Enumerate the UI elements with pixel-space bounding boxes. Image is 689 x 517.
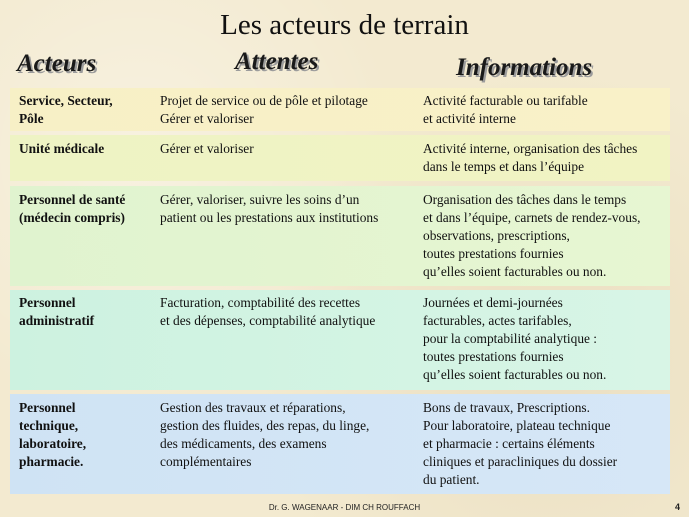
row-actor-cell: Personnel de santé (médecin compris) [19,192,126,225]
row-expectations-cell: Gestion des travaux et réparations, gestion des fluides, des repas, du linge, des médicaments, des examens complémentaires [160,400,370,469]
slide-title: Les acteurs de terrain [220,9,469,41]
row-actor-cell: Service, Secteur, Pôle [19,93,113,126]
row-information-cell: Bons de travaux, Prescriptions. Pour laboratoire, plateau technique et pharmacie : certains éléments cliniques et paracliniques du dossier du patient. [423,400,618,487]
row-expectations-cell: Gérer, valoriser, suivre les soins d’un patient ou les prestations aux institutions [160,192,379,225]
row-information-cell: Journées et demi-journées facturables, actes tarifables, pour la comptabilité analytique : toutes prestations fournies qu’elles soient facturables ou non. [423,295,607,382]
page-number: 4 [675,502,681,512]
slide-footer: Dr. G. WAGENAAR - DIM CH ROUFFACH [268,503,421,512]
column-header-information: Informations [456,54,593,81]
row-actor-cell: Personnel technique, laboratoire, pharmacie. [19,400,87,469]
row-actor-cell: Personnel administratif [19,295,95,328]
row-expectations-cell: Gérer et valoriser [160,141,254,156]
row-information-cell: Organisation des tâches dans le temps et dans l’équipe, carnets de rendez-vous, observations, prescriptions, toutes prestations fournies qu’elles soient facturables ou non. [423,192,641,279]
row-expectations-cell: Facturation, comptabilité des recettes et des dépenses, comptabilité analytique [160,295,376,328]
row-expectations-cell: Projet de service ou de pôle et pilotage Gérer et valoriser [160,93,368,126]
row-information-cell: Activité interne, organisation des tâches dans le temps et dans l’équipe [423,141,638,174]
column-header-expectations: Attentes [235,48,319,75]
row-actor-cell: Unité médicale [19,141,105,156]
column-header-actors: Acteurs [17,50,97,77]
row-information-cell: Activité facturable ou tarifable et activité interne [423,93,588,126]
